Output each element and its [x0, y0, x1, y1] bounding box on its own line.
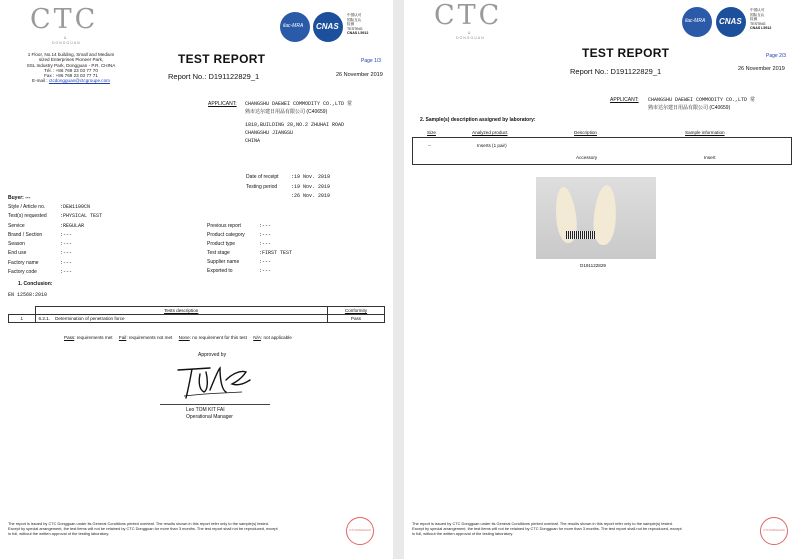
- buyer-line: Buyer: ---: [8, 195, 31, 201]
- sample-photo: [536, 177, 656, 259]
- company-stamp: CTC DONGGUAN: [346, 517, 374, 545]
- logo-sub: DONGGUAN: [456, 36, 485, 40]
- email-link[interactable]: ctcdongguan@ctcgroupe.com: [48, 78, 110, 84]
- logo-sub: DONGGUAN: [52, 41, 81, 45]
- barcode-label: [566, 231, 596, 239]
- company-stamp: CTC DONGGUAN: [760, 517, 788, 545]
- sample-info: Insert: [704, 155, 716, 160]
- signature: [170, 360, 260, 402]
- report-number: Report No.: D191122829_1: [168, 72, 260, 81]
- sample-row: [412, 137, 792, 165]
- legend: Pass: requirements met Fail: requirements not met None: no requirement for this test N/A: not applicable: [64, 335, 292, 340]
- left-info: Style / Article no. :DEW1100CN Test(s) requested :PHYSICAL TEST Service :REGULAR Brand / Section :--- Season :--- End use :--- Factory name :--- Factory code :---: [8, 204, 103, 276]
- table-row: 1 6.2.1. Determination of penetration force Pass: [9, 315, 385, 323]
- standard: EN 12568:2010: [8, 292, 48, 298]
- conclusion-table: Tests description Conformity 1 6.2.1. Determination of penetration force Pass: [8, 306, 385, 323]
- col-size: Size: [427, 130, 436, 135]
- applicant-name-cn: 熟市达尔建日用品有限公司 (C40659): [245, 109, 328, 115]
- report-number: Report No.: D191122829_1: [570, 67, 662, 76]
- footer-disclaimer: The report is issued by CTC Dongguan under its General Conditions printed overleaf. The results shown in this report refer only to the sample(s) tested. Except by special arrangement, the test items will not be retained by CTC Dongguan for more than 3 months. The test report shall not be reproduced, except in full, without the written approval of the testing laboratory.: [8, 521, 278, 536]
- applicant-name: CHANGSHU DAEWEI COMMODITY CO.,LTD 常: [648, 97, 756, 103]
- applicant-label: APPLICANT:: [208, 101, 237, 107]
- report-page-2: [404, 0, 800, 559]
- signature-line: [160, 404, 270, 405]
- applicant-name-cn: 熟市达尔建日用品有限公司 (C40659): [648, 105, 731, 111]
- samples-heading: 2. Sample(s) description assigned by laboratory:: [420, 117, 536, 123]
- col-description: Description: [574, 130, 597, 135]
- ctc-logo: CTC: [434, 0, 503, 31]
- ilac-mra-badge: ilac-MRA: [682, 7, 712, 37]
- sample-size: --: [428, 143, 432, 148]
- report-page-1: [0, 0, 393, 559]
- report-title: TEST REPORT: [178, 52, 266, 66]
- cnas-text: 中国认可 国际互认 检测 TESTING CNAS L5912: [750, 8, 772, 31]
- photo-caption: D191122829: [580, 263, 606, 268]
- approved-by-label: Approved by: [198, 352, 227, 358]
- page-number: Page 1/3: [361, 58, 382, 64]
- applicant-name: CHANGSHU DAEWEI COMMODITY CO.,LTD 常: [245, 101, 353, 107]
- logo-amp: &: [468, 31, 472, 35]
- report-title: TEST REPORT: [582, 46, 670, 60]
- col-analyzed-product: Analyzed product: [472, 130, 508, 135]
- col-sample-info: Sample information: [685, 130, 725, 135]
- logo-amp: &: [64, 36, 68, 40]
- ilac-mra-badge: ilac-MRA: [280, 12, 310, 42]
- cnas-text: 中国认可 国际互认 检测 TESTING CNAS L5912: [347, 13, 369, 36]
- applicant-address: 1810,BUILDING 20,NO.2 ZHUHAI ROAD CHANGSHU JIANGSU CHINA: [245, 122, 345, 144]
- page-number: Page 2/3: [766, 53, 787, 59]
- dates-block: Date of receipt :19 Nov. 2019 Testing period :19 Nov. 2019 :26 Nov. 2019: [246, 174, 331, 199]
- cnas-badge: CNAS: [313, 12, 343, 42]
- right-info: Previous report :--- Product category :--- Product type :--- Test stage :FIRST TEST Supplier name :--- Exported to :---: [207, 223, 293, 275]
- footer-disclaimer: The report is issued by CTC Dongguan under its General Conditions printed overleaf. The results shown in this report refer only to the sample(s) tested. Except by special arrangement, the test items will not be retained by CTC Dongguan for more than 3 months. The test report shall not be reproduced, except in full, without the written approval of the testing laboratory.: [412, 521, 682, 536]
- cnas-badge: CNAS: [716, 7, 746, 37]
- company-address: 1 Floor, No.14 building, Small and Medium sized Enterprises Pioneer Park, SSL Industry Park, Dongguan - P.R. CHINA Tél. : +86 769 23 03 77 70 Fax : +86 769 23 03 77 71 E-mail : ctcdongguan@ctcgroupe.com: [26, 52, 116, 84]
- sample-product: Inserts (1 pair): [477, 143, 507, 148]
- report-date: 26 November 2019: [336, 72, 383, 78]
- approver-role: Operational Manager: [186, 414, 233, 420]
- approver-name: Leo TOM KIT FAI: [186, 407, 225, 413]
- sample-description: Accessory: [576, 155, 598, 160]
- applicant-label: APPLICANT:: [610, 97, 639, 103]
- conclusion-heading: 1. Conclusion:: [18, 281, 53, 287]
- report-date: 26 November 2019: [738, 66, 785, 72]
- ctc-logo: CTC: [30, 4, 99, 35]
